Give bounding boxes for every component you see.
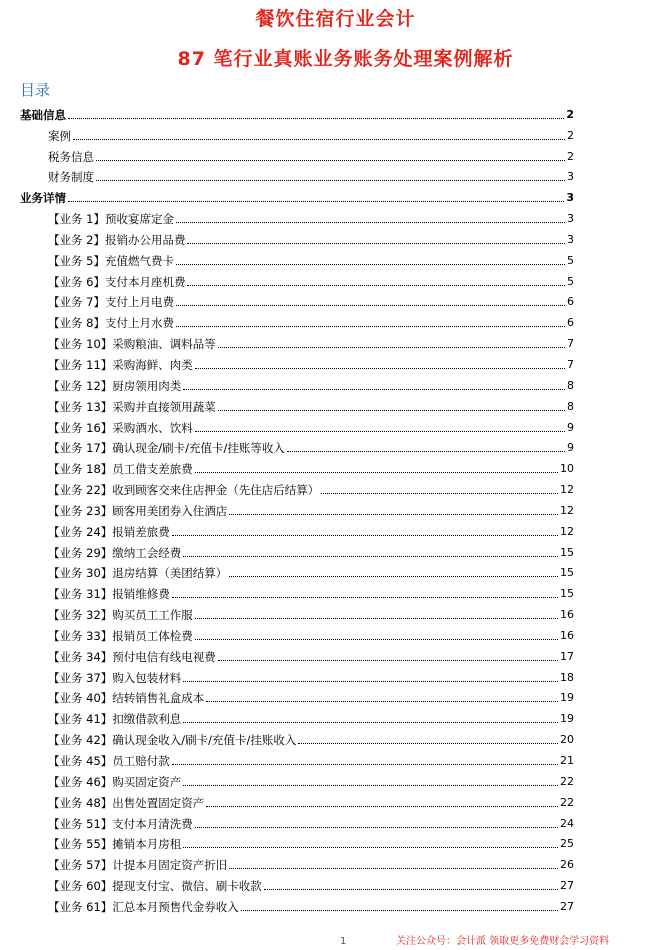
toc-leader-dots bbox=[287, 451, 565, 452]
toc-entry-page: 15 bbox=[560, 587, 574, 601]
toc-entry[interactable] bbox=[20, 518, 574, 539]
toc-entry-title: 【业务 40】结转销售礼盒成本 bbox=[48, 691, 205, 706]
toc-entry[interactable] bbox=[20, 435, 574, 456]
toc-entry[interactable] bbox=[20, 747, 574, 768]
toc-entry-title: 【业务 30】退房结算（美团结算） bbox=[48, 566, 228, 581]
toc-leader-dots bbox=[176, 264, 565, 265]
toc-entry-page: 22 bbox=[560, 795, 574, 809]
toc-entry[interactable] bbox=[20, 309, 574, 330]
toc-entry[interactable] bbox=[20, 580, 574, 601]
toc-entry-title: 【业务 11】采购海鲜、肉类 bbox=[48, 357, 193, 372]
toc-leader-dots bbox=[264, 889, 558, 890]
toc-entry-page: 2 bbox=[567, 149, 574, 163]
toc-entry-title: 【业务 23】顾客用美团券入住酒店 bbox=[48, 503, 228, 518]
toc-entry[interactable] bbox=[20, 601, 574, 622]
toc-entry[interactable] bbox=[20, 539, 574, 560]
toc-entry-title: 【业务 17】确认现金/刷卡/充值卡/挂账等收入 bbox=[48, 441, 285, 456]
toc-entry[interactable] bbox=[20, 497, 574, 518]
toc-entry[interactable] bbox=[20, 705, 574, 726]
toc-leader-dots bbox=[218, 347, 565, 348]
toc-entry-page: 12 bbox=[560, 503, 574, 517]
toc-entry-title: 【业务 10】采购粮油、调料品等 bbox=[48, 337, 216, 352]
toc-leader-dots bbox=[195, 827, 558, 828]
toc-leader-dots bbox=[206, 806, 558, 807]
toc-entry[interactable] bbox=[20, 143, 574, 164]
toc-entry-title: 【业务 2】报销办公用品费 bbox=[48, 232, 186, 247]
footer-promo-text: 关注公众号：会计派 领取更多免费财会学习资料 bbox=[396, 936, 610, 947]
toc-leader-dots bbox=[172, 764, 558, 765]
table-of-contents bbox=[20, 101, 574, 914]
toc-leader-dots bbox=[96, 180, 565, 181]
toc-entry-page: 2 bbox=[567, 128, 574, 142]
toc-entry-page: 2 bbox=[566, 107, 574, 121]
toc-entry-page: 6 bbox=[567, 295, 574, 309]
toc-entry-page: 19 bbox=[560, 691, 574, 705]
toc-leader-dots bbox=[73, 139, 565, 140]
toc-leader-dots bbox=[68, 118, 564, 119]
toc-entry[interactable] bbox=[20, 455, 574, 476]
toc-entry-page: 15 bbox=[560, 566, 574, 580]
toc-entry[interactable] bbox=[20, 351, 574, 372]
toc-leader-dots bbox=[183, 681, 558, 682]
toc-leader-dots bbox=[176, 222, 565, 223]
toc-entry-title: 【业务 48】出售处置固定资产 bbox=[48, 795, 205, 810]
toc-leader-dots bbox=[172, 597, 558, 598]
toc-leader-dots bbox=[187, 243, 565, 244]
toc-leader-dots bbox=[183, 556, 558, 557]
toc-leader-dots bbox=[206, 701, 558, 702]
toc-entry-title: 【业务 31】报销维修费 bbox=[48, 587, 170, 602]
toc-entry-page: 7 bbox=[567, 357, 574, 371]
toc-entry-page: 20 bbox=[560, 733, 574, 747]
toc-entry[interactable] bbox=[20, 810, 574, 831]
toc-entry[interactable] bbox=[20, 851, 574, 872]
toc-entry[interactable] bbox=[20, 289, 574, 310]
toc-entry-page: 17 bbox=[560, 649, 574, 663]
toc-entry-title: 【业务 46】购买固定资产 bbox=[48, 774, 182, 789]
toc-entry-title: 【业务 51】支付本月清洗费 bbox=[48, 816, 193, 831]
toc-entry-title: 【业务 24】报销差旅费 bbox=[48, 524, 170, 539]
toc-entry-page: 3 bbox=[567, 170, 574, 184]
toc-entry-page: 26 bbox=[560, 858, 574, 872]
toc-entry-page: 5 bbox=[567, 253, 574, 267]
toc-entry-title: 案例 bbox=[48, 128, 71, 143]
toc-entry-page: 16 bbox=[560, 608, 574, 622]
toc-entry-title: 基础信息 bbox=[20, 107, 66, 122]
toc-entry-title: 【业务 5】充值燃气费卡 bbox=[48, 253, 174, 268]
toc-entry-page: 15 bbox=[560, 545, 574, 559]
toc-leader-dots bbox=[176, 326, 565, 327]
toc-entry[interactable] bbox=[20, 393, 574, 414]
toc-entry-title: 【业务 61】汇总本月预售代金券收入 bbox=[48, 899, 239, 914]
toc-entry-title: 【业务 18】员工借支差旅费 bbox=[48, 462, 193, 477]
toc-entry-page: 3 bbox=[566, 191, 574, 205]
toc-entry-title: 【业务 55】摊销本月房租 bbox=[48, 837, 182, 852]
doc-title-line1: 餐饮住宿行业会计 bbox=[255, 8, 416, 30]
page-footer bbox=[0, 934, 671, 950]
toc-entry-page: 27 bbox=[560, 899, 574, 913]
toc-entry[interactable] bbox=[20, 122, 574, 143]
toc-leader-dots bbox=[298, 743, 558, 744]
toc-entry-title: 财务制度 bbox=[48, 170, 94, 185]
toc-entry[interactable] bbox=[20, 831, 574, 852]
doc-title-line2: 87 笔行业真账业务账务处理案例解析 bbox=[177, 48, 514, 70]
toc-entry[interactable] bbox=[20, 685, 574, 706]
toc-entry-title: 税务信息 bbox=[48, 149, 94, 164]
toc-entry-page: 5 bbox=[567, 274, 574, 288]
toc-leader-dots bbox=[229, 514, 558, 515]
toc-entry[interactable] bbox=[20, 476, 574, 497]
toc-leader-dots bbox=[218, 660, 558, 661]
toc-entry[interactable] bbox=[20, 247, 574, 268]
toc-leader-dots bbox=[176, 305, 565, 306]
toc-leader-dots bbox=[172, 535, 558, 536]
toc-entry-title: 【业务 42】确认现金收入/刷卡/充值卡/挂账收入 bbox=[48, 733, 297, 748]
toc-entry[interactable] bbox=[20, 268, 574, 289]
toc-heading: 目录 bbox=[20, 81, 51, 99]
toc-entry-title: 【业务 1】预收宴席定金 bbox=[48, 212, 174, 227]
toc-entry-title: 【业务 34】预付电信有线电视费 bbox=[48, 649, 216, 664]
toc-entry[interactable] bbox=[20, 414, 574, 435]
toc-entry-page: 18 bbox=[560, 670, 574, 684]
toc-entry[interactable] bbox=[20, 205, 574, 226]
toc-entry-title: 业务详情 bbox=[20, 191, 66, 206]
toc-entry-title: 【业务 29】缴纳工会经费 bbox=[48, 545, 182, 560]
toc-entry-title: 【业务 33】报销员工体检费 bbox=[48, 628, 193, 643]
toc-entry-title: 【业务 37】购入包装材料 bbox=[48, 670, 182, 685]
toc-entry-page: 19 bbox=[560, 712, 574, 726]
toc-leader-dots bbox=[321, 493, 558, 494]
toc-entry-page: 21 bbox=[560, 754, 574, 767]
toc-leader-dots bbox=[183, 847, 558, 848]
toc-leader-dots bbox=[195, 639, 558, 640]
toc-entry[interactable] bbox=[20, 164, 574, 185]
toc-entry-title: 【业务 12】厨房领用肉类 bbox=[48, 378, 182, 393]
toc-entry[interactable] bbox=[20, 643, 574, 664]
toc-leader-dots bbox=[183, 389, 565, 390]
toc-entry[interactable] bbox=[20, 872, 574, 893]
toc-entry[interactable] bbox=[20, 372, 574, 393]
toc-entry-title: 【业务 16】采购酒水、饮料 bbox=[48, 420, 193, 435]
toc-entry[interactable] bbox=[20, 330, 574, 351]
toc-entry-page: 27 bbox=[560, 879, 574, 893]
toc-entry-page: 8 bbox=[567, 399, 574, 413]
toc-leader-dots bbox=[187, 285, 565, 286]
toc-section-entry[interactable] bbox=[20, 101, 574, 122]
toc-entry-title: 【业务 7】支付上月电费 bbox=[48, 295, 174, 310]
toc-entry[interactable] bbox=[20, 226, 574, 247]
toc-entry-page: 10 bbox=[560, 462, 574, 476]
toc-entry[interactable] bbox=[20, 893, 574, 914]
toc-entry-page: 16 bbox=[560, 628, 574, 642]
toc-entry-title: 【业务 6】支付本月座机费 bbox=[48, 274, 186, 289]
toc-entry[interactable] bbox=[20, 789, 574, 810]
toc-leader-dots bbox=[183, 722, 558, 723]
toc-entry[interactable] bbox=[20, 768, 574, 789]
toc-entry-title: 【业务 22】收到顾客交来住店押金（先住店后结算） bbox=[48, 483, 320, 498]
toc-entry-page: 7 bbox=[567, 337, 574, 351]
toc-entry-page: 22 bbox=[560, 774, 574, 788]
footer-page-number: 1 bbox=[340, 936, 347, 947]
toc-leader-dots bbox=[195, 618, 558, 619]
toc-section-entry[interactable] bbox=[20, 184, 574, 205]
toc-entry-page: 6 bbox=[567, 316, 574, 330]
toc-entry-page: 3 bbox=[567, 232, 574, 246]
toc-entry[interactable] bbox=[20, 622, 574, 643]
toc-entry-page: 8 bbox=[567, 378, 574, 392]
toc-entry-title: 【业务 45】员工赔付款 bbox=[48, 754, 170, 768]
toc-entry-title: 【业务 41】扣缴借款利息 bbox=[48, 712, 182, 727]
toc-entry[interactable] bbox=[20, 560, 574, 581]
toc-entry-page: 3 bbox=[567, 212, 574, 226]
toc-entry-page: 9 bbox=[567, 441, 574, 455]
toc-entry[interactable] bbox=[20, 664, 574, 685]
toc-leader-dots bbox=[183, 785, 558, 786]
toc-entry-title: 【业务 57】计提本月固定资产折旧 bbox=[48, 858, 228, 873]
toc-entry-title: 【业务 32】购买员工工作服 bbox=[48, 608, 193, 623]
toc-entry-title: 【业务 13】采购并直接领用蔬菜 bbox=[48, 399, 216, 414]
toc-entry-page: 9 bbox=[567, 420, 574, 434]
toc-leader-dots bbox=[195, 431, 565, 432]
toc-leader-dots bbox=[229, 576, 558, 577]
toc-leader-dots bbox=[241, 910, 558, 911]
toc-leader-dots bbox=[96, 160, 565, 161]
toc-entry[interactable] bbox=[20, 726, 574, 747]
toc-leader-dots bbox=[195, 368, 565, 369]
toc-leader-dots bbox=[218, 410, 565, 411]
toc-entry-title: 【业务 8】支付上月水费 bbox=[48, 316, 174, 331]
toc-entry-page: 12 bbox=[560, 483, 574, 497]
toc-leader-dots bbox=[229, 868, 558, 869]
toc-leader-dots bbox=[195, 472, 558, 473]
toc-entry-title: 【业务 60】提现支付宝、微信、刷卡收款 bbox=[48, 879, 262, 894]
toc-entry-page: 12 bbox=[560, 524, 574, 538]
toc-leader-dots bbox=[68, 201, 564, 202]
toc-entry-page: 25 bbox=[560, 837, 574, 851]
toc-entry-page: 24 bbox=[560, 816, 574, 830]
